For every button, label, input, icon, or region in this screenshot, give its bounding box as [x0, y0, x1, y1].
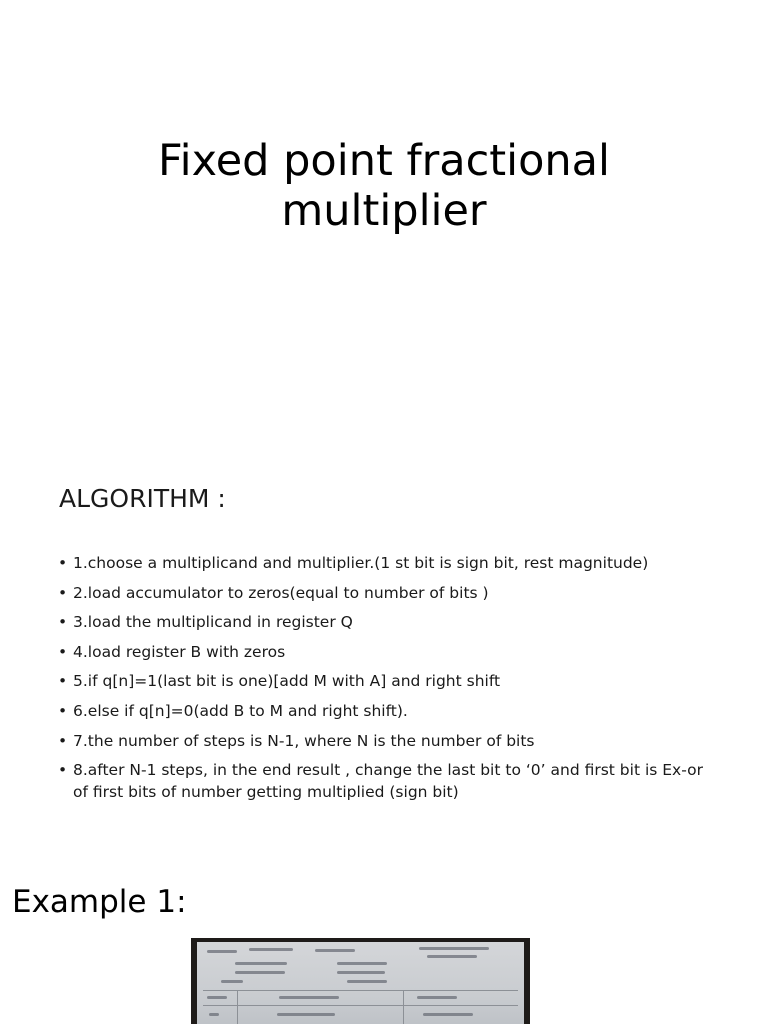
slide-title-line-1: Fixed point fractional	[158, 136, 610, 186]
algorithm-step-text: 1.choose a multiplicand and multiplier.(1 st bit is sign bit, rest magnitude)	[73, 554, 649, 572]
handwriting-mark	[209, 1013, 219, 1016]
slide-title-line-2: multiplier	[281, 186, 487, 236]
algorithm-step-text: 8.after N-1 steps, in the end result , change the last bit to ‘0’ and first bit is Ex-or of first bits of number getting multiplied (sign bit)	[73, 761, 703, 801]
algorithm-steps-list	[58, 549, 718, 803]
algorithm-step	[58, 608, 718, 638]
bullet-glyph: •	[58, 554, 68, 572]
handwritten-notes-photo	[191, 938, 530, 1024]
algorithm-step	[58, 756, 718, 803]
handwriting-mark	[207, 996, 227, 999]
slide-title	[0, 136, 768, 236]
bullet-glyph: •	[58, 583, 68, 602]
bullet-glyph: •	[58, 761, 68, 780]
handwriting-mark	[419, 947, 489, 950]
algorithm-step-text: 2.load accumulator to zeros(equal to number of bits )	[73, 583, 489, 602]
table-rule	[237, 990, 238, 1024]
handwriting-mark	[235, 962, 287, 965]
bullet-glyph: •	[58, 701, 68, 720]
algorithm-step-text: 4.load register B with zeros	[73, 642, 286, 661]
handwriting-mark	[347, 980, 387, 983]
algorithm-step-text: 6.else if q[n]=0(add B to M and right shift).	[73, 701, 408, 720]
handwriting-mark	[279, 996, 339, 999]
algorithm-step	[58, 579, 718, 609]
handwriting-mark	[423, 1013, 473, 1016]
bullet-glyph: •	[58, 642, 68, 661]
notebook-page	[197, 942, 524, 1024]
algorithm-step-text: 7.the number of steps is N-1, where N is the number of bits	[73, 731, 535, 750]
handwriting-mark	[337, 962, 387, 965]
handwriting-mark	[235, 971, 285, 974]
handwriting-mark	[277, 1013, 335, 1016]
example-heading: Example 1:	[12, 884, 187, 920]
algorithm-heading: ALGORITHM :	[59, 484, 226, 513]
handwriting-mark	[221, 980, 243, 983]
algorithm-step-text: 5.if q[n]=1(last bit is one)[add M with A] and right shift	[73, 672, 501, 691]
algorithm-step	[58, 727, 718, 757]
handwriting-mark	[427, 955, 477, 958]
algorithm-step	[58, 549, 718, 579]
table-rule	[203, 1005, 518, 1006]
table-rule	[403, 990, 404, 1024]
bullet-glyph: •	[58, 672, 68, 691]
handwriting-mark	[249, 948, 293, 951]
handwriting-mark	[207, 950, 237, 953]
bullet-glyph: •	[58, 731, 68, 750]
handwriting-mark	[337, 971, 385, 974]
handwriting-mark	[417, 996, 457, 999]
algorithm-step-text: 3.load the multiplicand in register Q	[73, 613, 353, 632]
algorithm-step	[58, 697, 718, 727]
algorithm-step	[58, 638, 718, 668]
bullet-glyph: •	[58, 613, 68, 632]
handwriting-mark	[315, 949, 355, 952]
algorithm-step	[58, 667, 718, 697]
table-rule	[203, 990, 518, 991]
